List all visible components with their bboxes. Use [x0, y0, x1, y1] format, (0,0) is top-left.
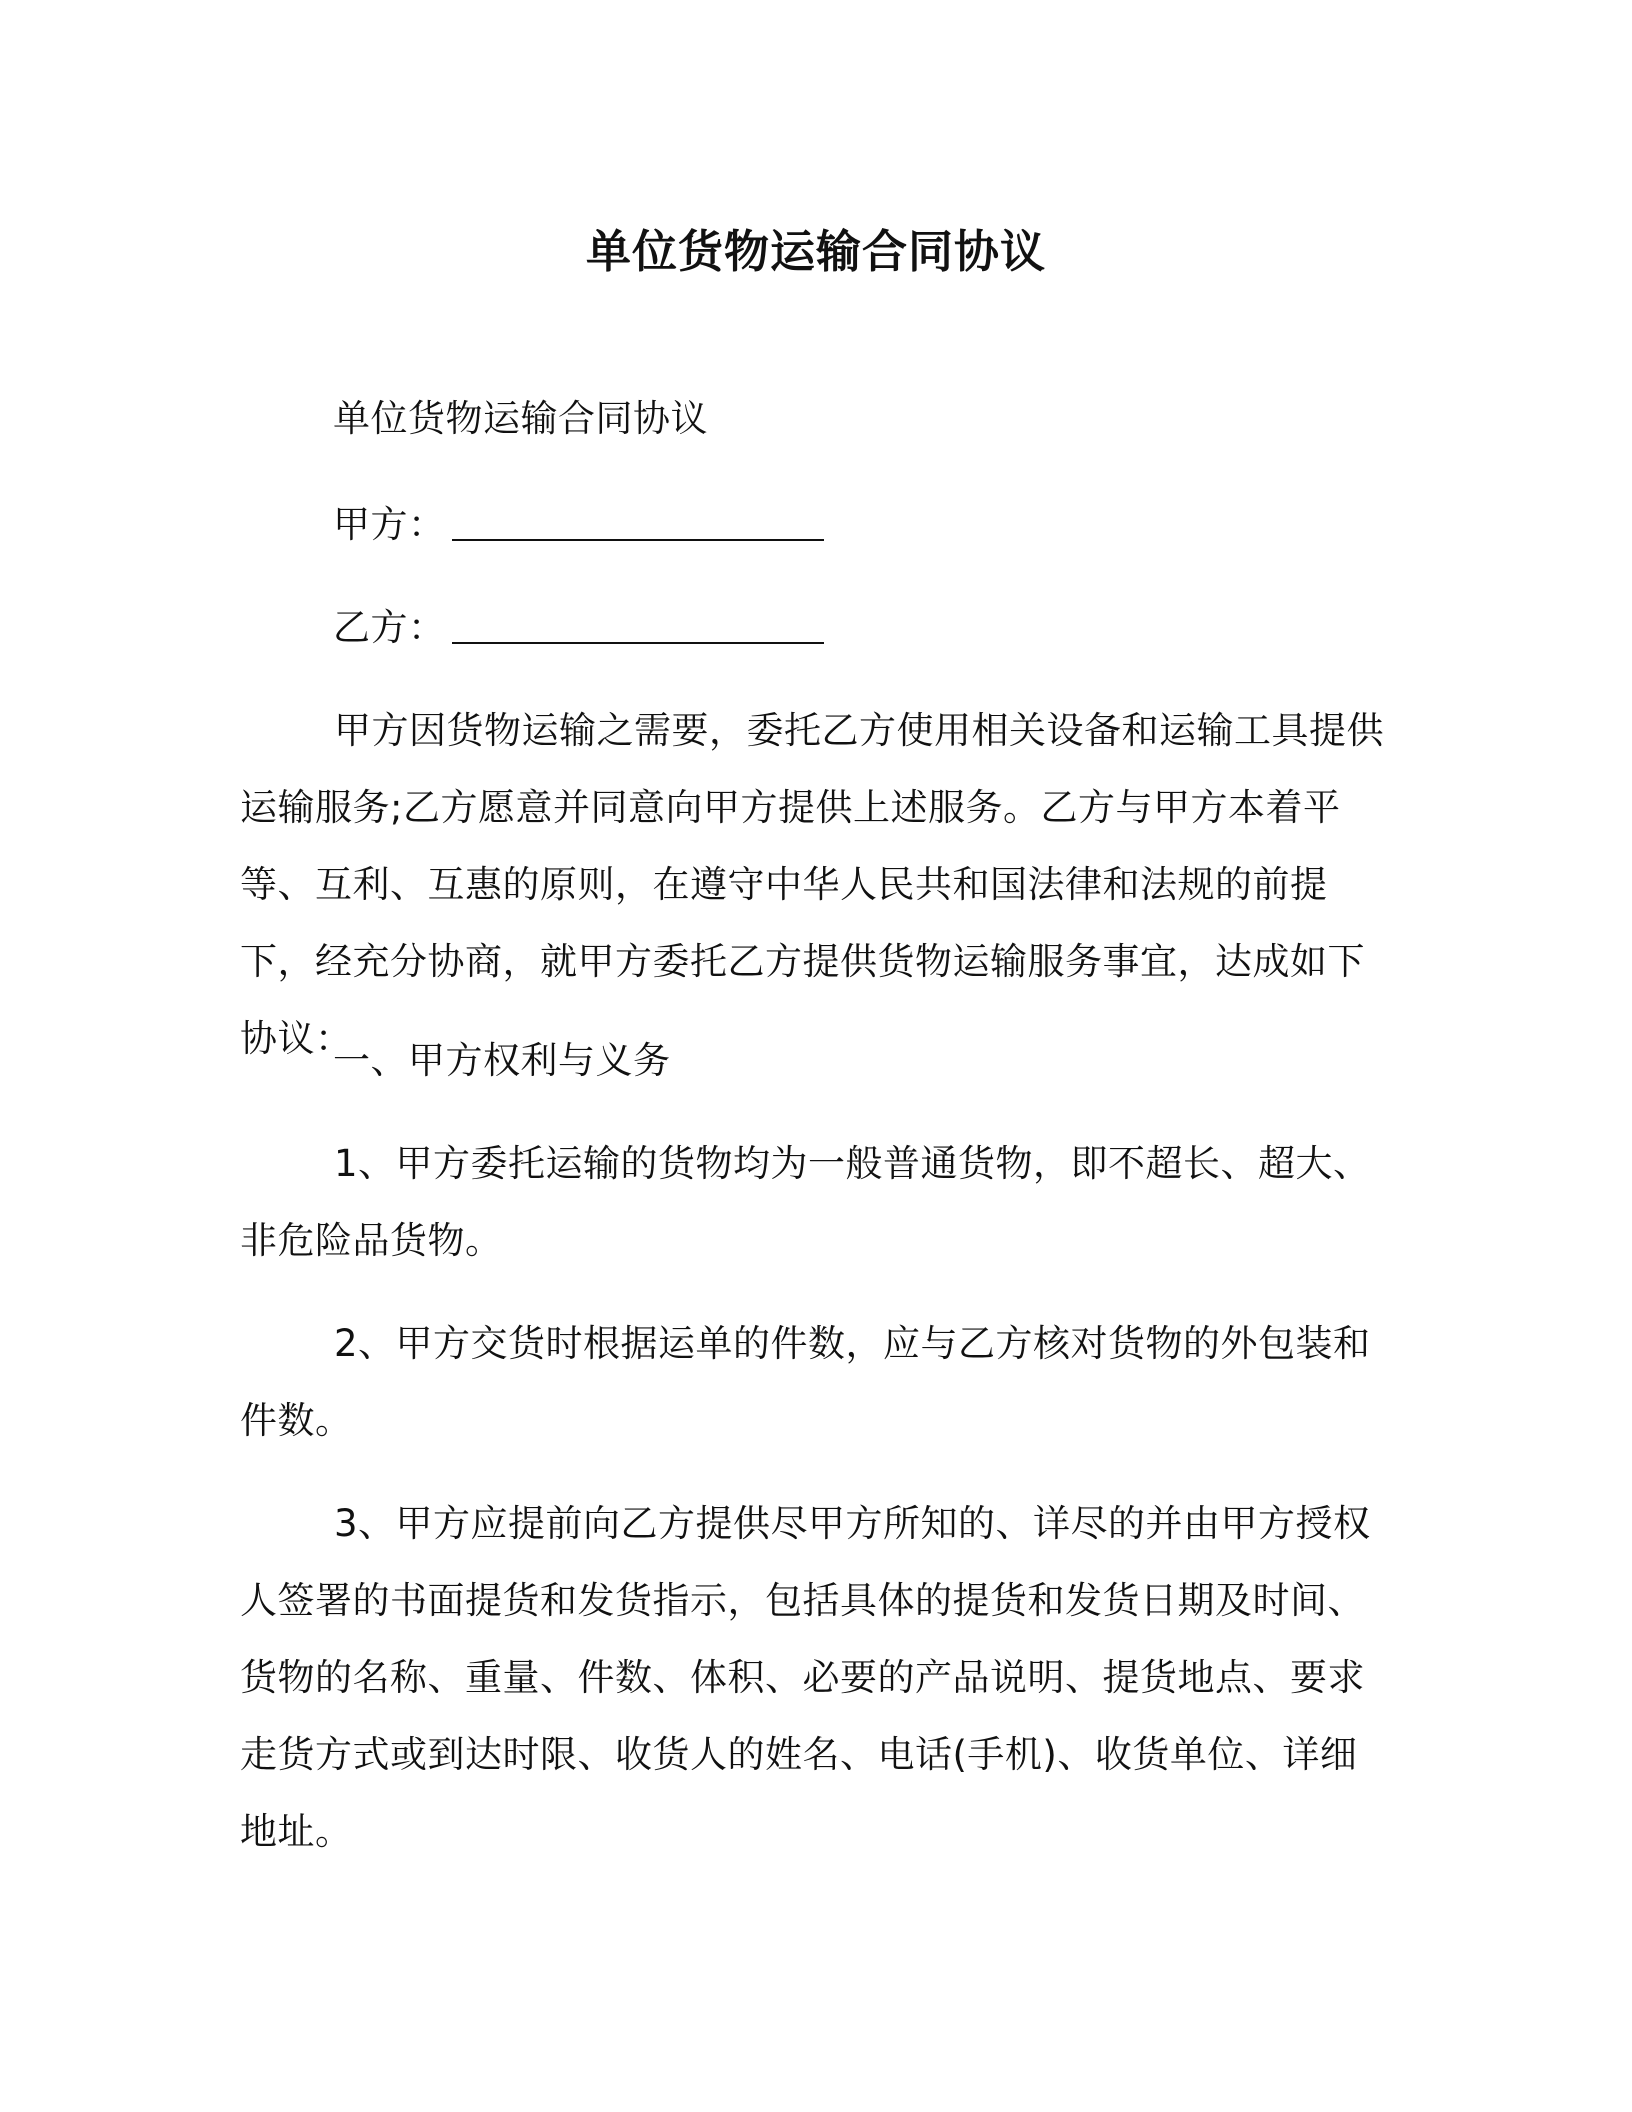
party-b-blank	[452, 612, 824, 644]
party-b-line	[333, 603, 824, 653]
section-1-heading: 一、甲方权利与义务	[333, 1039, 671, 1082]
document-title: 单位货物运输合同协议	[585, 225, 1046, 278]
party-a-line	[333, 500, 824, 550]
clause-1-paragraph: 1、甲方委托运输的货物均为一般普通货物，即不超长、超大、非危险品货物。	[240, 1142, 1371, 1262]
party-a-blank	[452, 509, 824, 541]
clause-2-paragraph: 2、甲方交货时根据运单的件数，应与乙方核对货物的外包装和件数。	[240, 1322, 1371, 1442]
preamble-paragraph: 甲方因货物运输之需要，委托乙方使用相关设备和运输工具提供运输服务;乙方愿意并同意向甲方提供上述服务。乙方与甲方本着平等、互利、互惠的原则，在遵守中华人民共和国法律和法规的前提下，经充分协商，就甲方委托乙方提供货物运输服务事宜，达成如下协议：	[240, 709, 1384, 1060]
party-b-label: 乙方：	[333, 606, 446, 649]
clause-3-paragraph: 3、甲方应提前向乙方提供尽甲方所知的、详尽的并由甲方授权人签署的书面提货和发货指示，包括具体的提货和发货日期及时间、货物的名称、重量、件数、体积、必要的产品说明、提货地点、要求走货方式或到达时限、收货人的姓名、电话(手机)、收货单位、详细地址。	[240, 1502, 1371, 1853]
party-a-label: 甲方：	[333, 503, 446, 546]
document-subtitle: 单位货物运输合同协议	[333, 397, 708, 440]
